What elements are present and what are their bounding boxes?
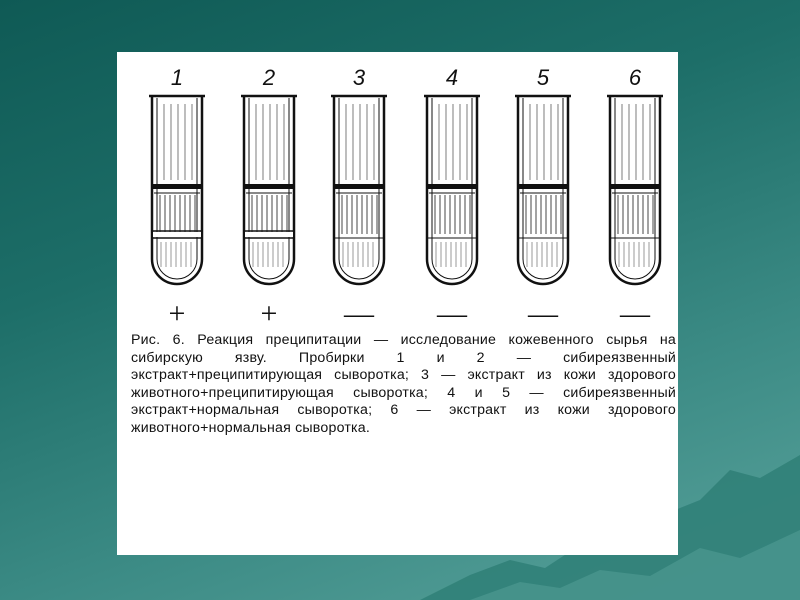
tube-number-5: 5 bbox=[536, 65, 550, 90]
test-tube-5 bbox=[515, 96, 571, 284]
test-tube-1 bbox=[149, 96, 205, 284]
test-tubes-illustration bbox=[117, 52, 678, 352]
tube-number-1: 1 bbox=[170, 65, 184, 90]
test-tube-2 bbox=[241, 96, 297, 284]
tube-number-4: 4 bbox=[445, 65, 459, 90]
tube-result-6: — bbox=[620, 297, 650, 330]
tube-result-1: + bbox=[168, 297, 186, 330]
tube-number-2: 2 bbox=[262, 65, 276, 90]
tube-result-4: — bbox=[437, 297, 467, 330]
tube-result-3: — bbox=[344, 297, 374, 330]
test-tube-6 bbox=[607, 96, 663, 284]
test-tube-3 bbox=[331, 96, 387, 284]
tube-number-3: 3 bbox=[352, 65, 366, 90]
test-tube-4 bbox=[424, 96, 480, 284]
figure-caption: Рис. 6. Реакция преципитации — исследование кожевенного сырья на сибирскую язву. Пробирки 1 и 2 — сибиреязвенный экстракт+преципитирующая сыворотка; 3 — экстракт из кожи здорового животного+преципитирующая сыворотка; 4 и 5 — сибиреязвенный экстракт+нормальная сыворотка; 6 — экстракт из кожи здорового животного+нормальная сыворотка. bbox=[131, 332, 676, 436]
tube-result-5: — bbox=[528, 297, 558, 330]
tube-number-6: 6 bbox=[628, 65, 642, 90]
tube-number-row bbox=[117, 52, 678, 92]
tube-result-2: + bbox=[260, 297, 278, 330]
figure-card bbox=[117, 52, 678, 555]
